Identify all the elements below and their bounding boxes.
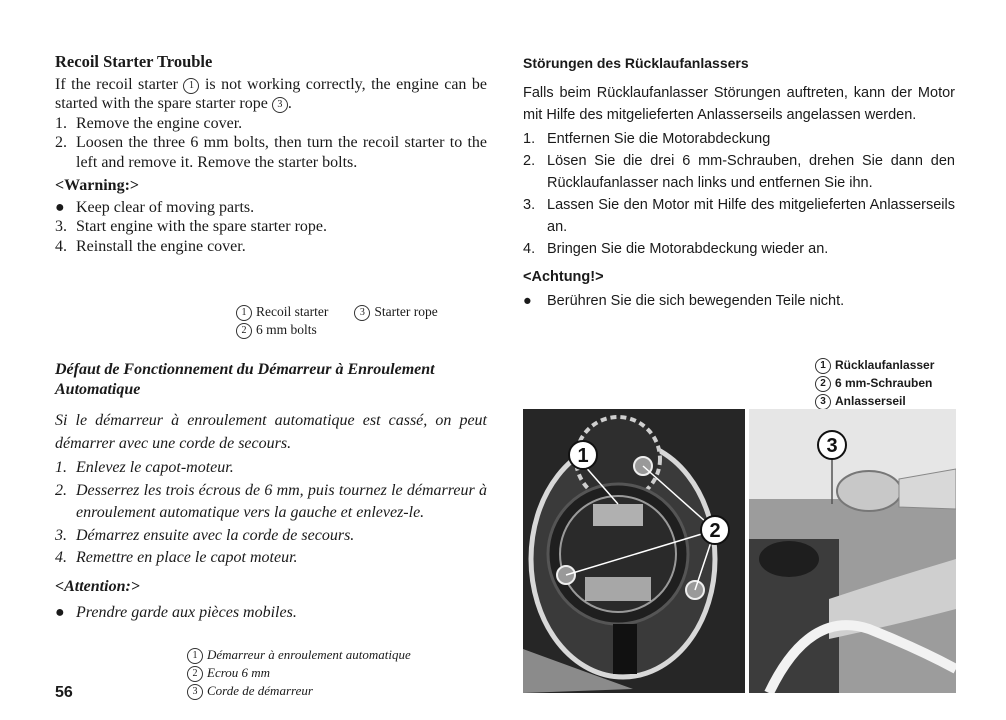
french-bullet: ● Prendre garde aux pièces mobiles. [55,604,297,621]
recoil-starter-photo [523,409,745,693]
german-title: Störungen des Rücklaufanlassers [523,55,749,71]
english-bullet: ● Keep clear of moving parts. [55,198,255,216]
english-section [55,52,487,256]
callout-marker: 3 [272,97,288,113]
french-step: 4. Remettre en place le capot moteur. [55,549,298,566]
callout-3-label: 3 [826,435,838,457]
french-step: 1. Enlevez le capot-moteur. [55,459,234,476]
french-step: 3. Démarrez ensuite avec la corde de secours. [55,526,355,544]
starter-rope-illustration [749,409,956,693]
german-step: 3. Lassen Sie den Motor mit Hilfe des mitgelieferten Anlasserseils an. [523,197,955,235]
german-step: 4. Bringen Sie die Motorabdeckung wieder an. [523,241,829,257]
callout-2-label: 2 [709,520,721,542]
recoil-starter-illustration [523,409,745,693]
french-section [55,360,487,625]
english-step: 4. Reinstall the engine cover. [55,237,246,255]
starter-rope-photo [749,409,956,693]
german-warning-label: <Achtung!> [523,269,604,285]
english-step: 1. Remove the engine cover. [55,114,243,132]
page-number: 56 [55,684,73,701]
german-legend: 1 Rücklaufanlasser 2 6 mm-Schrauben 3 Anlasserseil [815,356,934,410]
english-step: 2. Loosen the three 6 mm bolts, then turn the recoil starter to the left and remove it. Remove the starter bolts. [55,134,487,171]
german-bullet: ● Berühren Sie die sich bewegenden Teile nicht. [523,293,845,309]
german-intro: Falls beim Rücklaufanlasser Störungen auftreten, kann der Motor mit Hilfe des mitgelieferten Anlasserseils angelassen werden. [523,85,955,123]
english-title: Recoil Starter Trouble [55,52,213,71]
english-step: 3. Start engine with the spare starter rope. [55,218,328,235]
callout-1-label: 1 [577,445,589,467]
french-title: Défaut de Fonctionnement du Démarreur à Enroulement Automatique [55,361,435,398]
french-legend: 1 Démarreur à enroulement automatique 2 Ecrou 6 mm 3 Corde de démarreur [187,646,411,700]
german-step: 2. Lösen Sie die drei 6 mm-Schrauben, drehen Sie dann den Rücklaufanlasser nach links und entfernen Sie ihn. [523,153,955,191]
english-legend: 1 Recoil starter 3 Starter rope 2 6 mm bolts [236,303,438,339]
french-step: 2. Desserrez les trois écrous de 6 mm, puis tournez le démarreur à enroulement automatique vers la gauche et enlevez-le. [55,481,487,521]
german-section [523,52,955,312]
callout-marker: 1 [183,78,199,94]
french-warning-label: <Attention:> [55,577,140,595]
german-step: 1. Entfernen Sie die Motorabdeckung [523,131,771,147]
french-intro: Si le démarreur à enroulement automatique est cassé, on peut démarrer avec une corde de secours. [55,412,487,452]
english-warning-label: <Warning:> [55,177,140,194]
english-intro: If the recoil starter 1 is not working correctly, the engine can be started with the spare starter rope 3 . [55,75,487,112]
